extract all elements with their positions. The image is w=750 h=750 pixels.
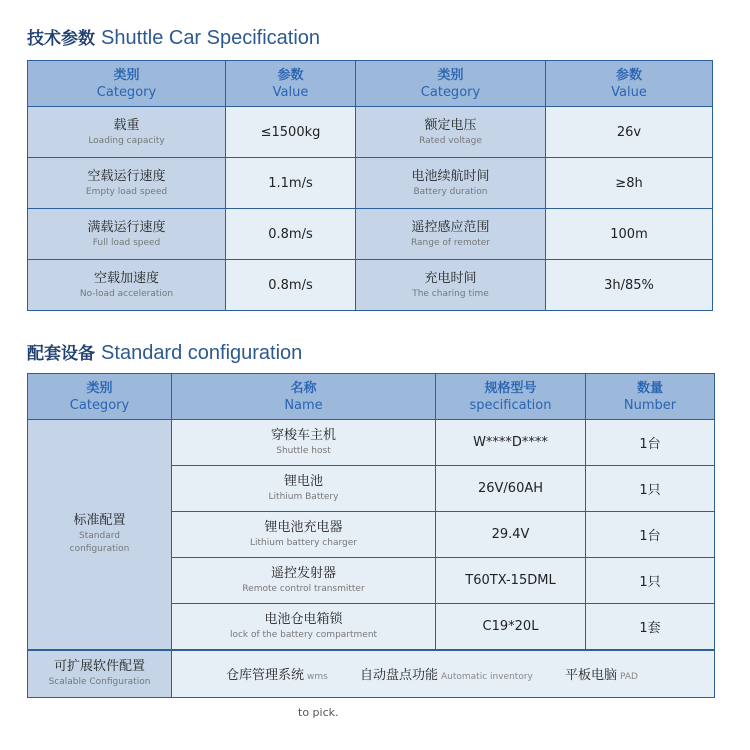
group-zh: 标准配置	[73, 513, 126, 529]
header-en: Value	[272, 84, 309, 100]
config-header-row	[28, 374, 715, 420]
header-zh: 参数	[615, 67, 642, 83]
category-en: The charing time	[412, 288, 489, 299]
category-en: Loading capacity	[88, 135, 165, 146]
header-zh: 数量	[636, 380, 663, 396]
table-row	[28, 260, 713, 311]
group-zh: 可扩展软件配置	[53, 659, 145, 675]
item-spec-cell: C19*20L	[436, 604, 586, 650]
spec-title-zh: 技术参数	[27, 29, 95, 49]
spec-header-category	[28, 61, 226, 107]
item-name-cell	[172, 420, 436, 466]
config-header-name	[172, 374, 436, 420]
config-title-zh: 配套设备	[27, 344, 95, 364]
item-zh: 锂电池充电器	[264, 520, 343, 535]
spec-header-value	[226, 61, 356, 107]
spec-category-cell	[356, 107, 546, 158]
header-en: Name	[284, 397, 323, 413]
scalable-config-group	[28, 650, 172, 698]
config-section-title	[27, 339, 302, 365]
spec-category-cell	[28, 260, 226, 311]
item-en: Lithium battery charger	[250, 538, 357, 548]
header-en: Category	[69, 397, 130, 413]
item-name-cell	[172, 466, 436, 512]
spec-value-cell: ≥8h	[546, 158, 713, 209]
category-zh: 空载运行速度	[87, 168, 166, 184]
spec-title-en: Shuttle Car Specification	[101, 27, 321, 49]
config-header-spec	[436, 374, 586, 420]
software-zh: 自动盘点功能	[359, 668, 438, 684]
header-en: Value	[611, 84, 647, 100]
software-zh: 仓库管理系统	[226, 668, 305, 684]
item-en: Lithium Battery	[268, 492, 339, 502]
software-en: PAD	[620, 672, 638, 683]
standard-config-group	[28, 420, 172, 650]
spec-value-cell: 100m	[546, 209, 713, 260]
config-header-number	[586, 374, 715, 420]
header-zh: 类别	[437, 67, 464, 83]
table-row	[28, 650, 715, 698]
item-name-cell	[172, 512, 436, 558]
header-en: Category	[420, 84, 481, 100]
table-row	[28, 107, 713, 158]
header-en: specification	[469, 397, 552, 413]
header-zh: 规格型号	[484, 380, 537, 396]
spec-category-cell	[356, 209, 546, 260]
spec-value-cell: 1.1m/s	[226, 158, 356, 209]
spec-category-cell	[28, 158, 226, 209]
item-qty-cell: 1台	[586, 512, 715, 558]
category-zh: 电池续航时间	[411, 168, 490, 184]
item-en: Shuttle host	[276, 446, 331, 456]
header-zh: 类别	[113, 67, 140, 83]
item-spec-cell: 29.4V	[436, 512, 586, 558]
header-zh: 名称	[290, 380, 317, 396]
item-en: lock of the battery compartment	[229, 629, 378, 640]
spec-category-cell	[28, 107, 226, 158]
software-item	[360, 664, 533, 683]
item-zh: 遥控发射器	[270, 566, 336, 581]
header-en: Number	[623, 397, 677, 413]
spec-category-cell	[356, 260, 546, 311]
category-zh: 遥控感应范围	[411, 219, 490, 235]
category-zh: 满载运行速度	[87, 219, 166, 235]
table-row	[28, 420, 715, 466]
software-en: Automatic inventory	[441, 672, 533, 683]
category-zh: 空载加速度	[93, 270, 159, 286]
header-zh: 参数	[277, 67, 304, 83]
spec-header-row	[28, 61, 713, 107]
category-en: Range of remoter	[410, 237, 490, 248]
config-table	[27, 373, 715, 698]
software-item	[565, 664, 638, 683]
config-title-en: Standard configuration	[101, 342, 303, 364]
item-zh: 电池仓电箱锁	[264, 611, 343, 627]
spec-value-cell: 3h/85%	[546, 260, 713, 311]
software-list	[172, 650, 715, 698]
item-en: Remote control transmitter	[242, 584, 365, 594]
item-spec-cell: W****D****	[436, 420, 586, 466]
header-zh: 类别	[86, 380, 113, 396]
spec-section-title	[27, 24, 320, 50]
category-zh: 额定电压	[424, 117, 477, 133]
category-en: No-load acceleration	[79, 288, 174, 299]
category-en: Battery duration	[413, 186, 488, 197]
spec-category-cell	[28, 209, 226, 260]
item-spec-cell: T60TX-15DML	[436, 558, 586, 604]
footer-note: to pick.	[298, 706, 339, 719]
item-qty-cell: 1只	[586, 558, 715, 604]
item-qty-cell: 1只	[586, 466, 715, 512]
group-en: Scalable Configuration	[48, 677, 151, 688]
software-zh: 平板电脑	[565, 668, 618, 684]
spec-header-value-2	[546, 61, 713, 107]
item-zh: 锂电池	[283, 474, 323, 489]
spec-value-cell: 0.8m/s	[226, 209, 356, 260]
software-item	[226, 664, 328, 683]
category-en: Empty load speed	[85, 186, 168, 197]
spec-table	[27, 60, 713, 311]
spec-value-cell: 26v	[546, 107, 713, 158]
group-en: Standard configuration	[69, 531, 130, 555]
item-spec-cell: 26V/60AH	[436, 466, 586, 512]
software-en: wms	[307, 672, 328, 683]
config-header-category	[28, 374, 172, 420]
spec-value-cell: 0.8m/s	[226, 260, 356, 311]
category-en: Full load speed	[92, 237, 161, 248]
item-qty-cell: 1台	[586, 420, 715, 466]
category-en: Rated voltage	[419, 135, 482, 146]
item-name-cell	[172, 558, 436, 604]
item-name-cell	[172, 604, 436, 650]
table-row	[28, 158, 713, 209]
header-en: Category	[96, 84, 157, 100]
spec-category-cell	[356, 158, 546, 209]
spec-header-category-2	[356, 61, 546, 107]
item-zh: 穿梭车主机	[270, 428, 336, 443]
table-row	[28, 209, 713, 260]
category-zh: 载重	[113, 117, 140, 133]
spec-value-cell: ≤1500kg	[226, 107, 356, 158]
category-zh: 充电时间	[424, 270, 477, 286]
item-qty-cell: 1套	[586, 604, 715, 650]
